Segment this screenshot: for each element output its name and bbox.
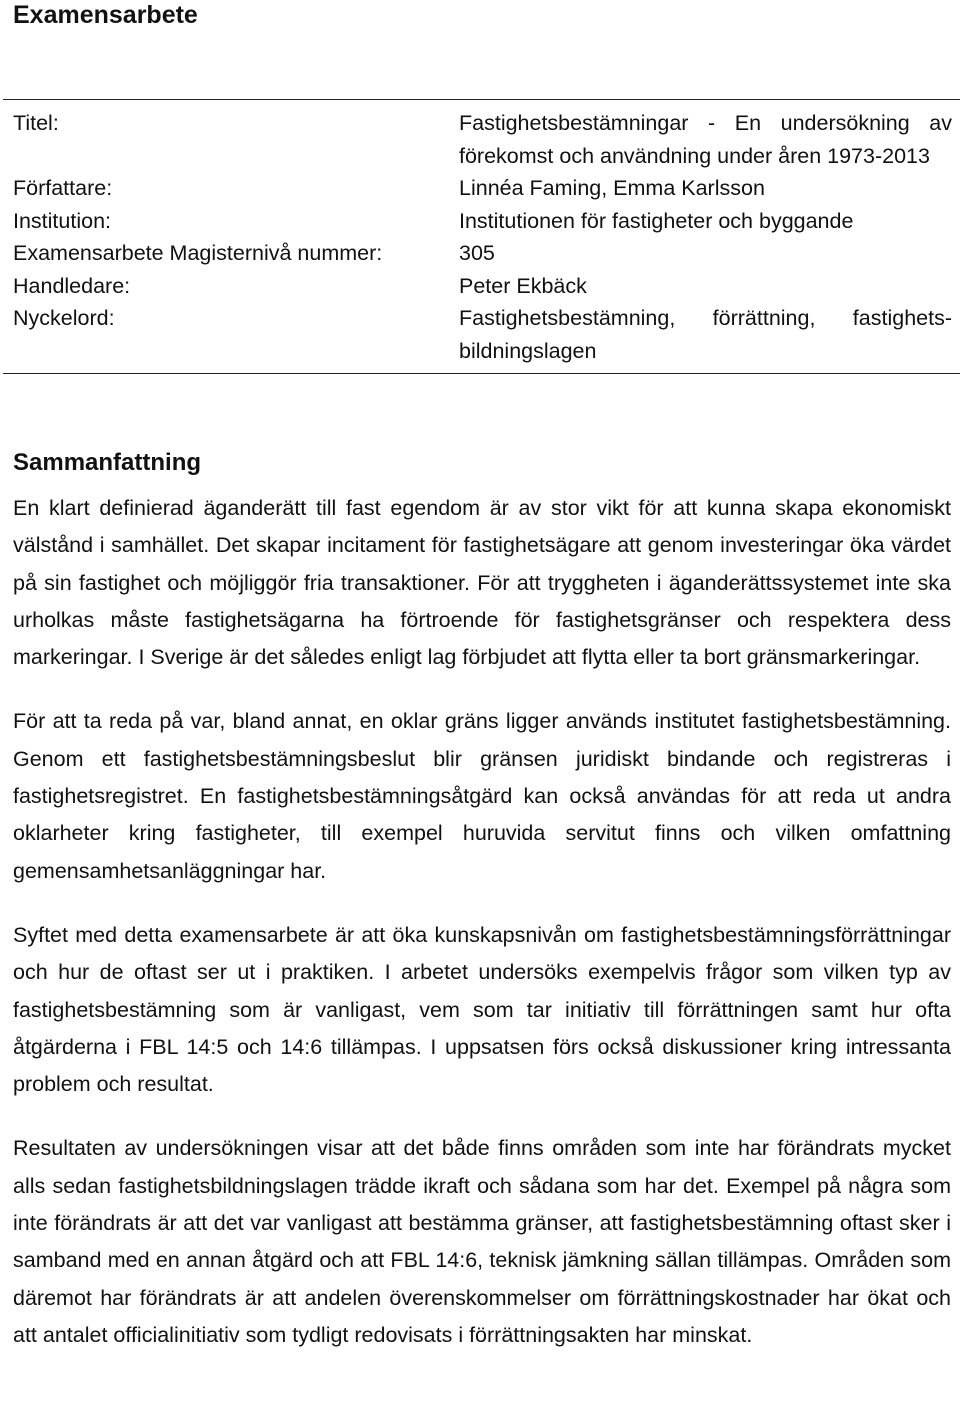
metadata-row-institution xyxy=(3,205,960,238)
thesis-metadata-table xyxy=(3,99,960,374)
metadata-row-keywords xyxy=(3,302,960,374)
document-title: Examensarbete xyxy=(13,1,198,29)
summary-paragraph: För att ta reda på var, bland annat, en oklar gräns ligger används institutet fastighetsbestämning. Genom ett fastighetsbestämningsbeslut blir gränsen juridiskt bindande och registreras i fastighetsregistret. En fastighetsbestämningsåtgärd kan också användas för att reda ut andra oklarheter kring fastigheter, till exempel huruvida servitut finns och vilken omfattning gemensamhetsanläggningar har. xyxy=(13,709,951,883)
summary-paragraph: En klart definierad äganderätt till fast egendom är av stor vikt för att kunna skapa ekonomiskt välstånd i samhället. Det skapar incitament för fastighetsägare att genom investeringar öka värdet på sin fastighet och möjliggör fria transaktioner. För att tryggheten i äganderättssystemet inte ska urholkas måste fastighetsägarna ha förtroende för fastighetsgränser och respektera dess markeringar. I Sverige är det således enligt lag förbjudet att flytta eller ta bort gränsmarkeringar. xyxy=(13,496,951,670)
metadata-row-title xyxy=(3,100,960,173)
metadata-row-supervisor xyxy=(3,270,960,303)
summary-paragraph: Syftet med detta examensarbete är att öka kunskapsnivån om fastighetsbestämningsförrättningar och hur de oftast ser ut i praktiken. I arbetet undersöks exempelvis frågor som vilken typ av fastighetsbestämning som är vanligast, vem som tar initiativ till förrättningen samt hur ofta åtgärderna i FBL 14:5 och 14:6 tillämpas. I uppsatsen förs också diskussioner kring intressanta problem och resultat. xyxy=(13,922,951,1097)
metadata-value: 305 xyxy=(459,241,495,265)
metadata-value: Peter Ekbäck xyxy=(459,273,587,298)
metadata-row-authors xyxy=(3,172,960,205)
metadata-value: Institutionen för fastigheter och byggande xyxy=(459,208,854,233)
metadata-label: Handledare: xyxy=(13,273,131,298)
metadata-value: Fastighetsbestämningar - En undersökning av förekomst och användning under åren 1973-2013 xyxy=(459,111,952,168)
summary-paragraph: Resultaten av undersökningen visar att det både finns områden som inte har förändrats mycket alls sedan fastighetsbildningslagen trädde ikraft och sådana som har det. Exempel på några som inte förändrats är att det var vanligast att bestämma gränser, att fastighetsbestämning oftast sker i samband med en annan åtgärd och att FBL 14:6, teknisk jämkning sällan tillämpas. Områden som däremot har förändrats är att andelen överenskommelser om förrättningskostnader har ökat och att antalet officialinitiativ som tydligt redovisats i förrättningsakten har minskat. xyxy=(13,1136,951,1347)
summary-heading: Sammanfattning xyxy=(13,449,202,476)
metadata-label: Institution: xyxy=(13,208,111,233)
metadata-label: Författare: xyxy=(13,176,113,200)
metadata-label: Nyckelord: xyxy=(13,306,115,330)
metadata-label: Examensarbete Magisternivå nummer: xyxy=(13,241,383,265)
metadata-value: Linnéa Faming, Emma Karlsson xyxy=(459,176,765,200)
summary-body xyxy=(13,490,951,1381)
metadata-row-thesis-number xyxy=(3,237,960,270)
metadata-label: Titel: xyxy=(13,111,59,135)
metadata-value: Fastighetsbestämning, förrättning, fastighetsbildningslagen xyxy=(459,306,952,363)
